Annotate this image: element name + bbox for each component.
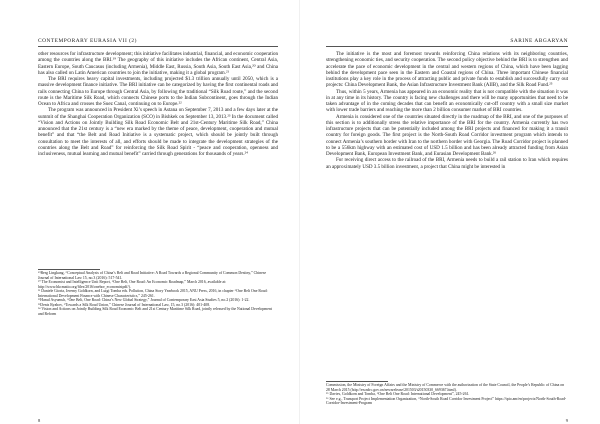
- footnote: ²³Denis Ryabov, “Towards a Silk Road Union,” Chinese Journal of International Law, 15, no.3 (2016): 401-408.: [38, 302, 211, 307]
- page-number: 8: [38, 418, 41, 423]
- footnote: ²¹ Daniele Gioria, Jeremy Goldkorn, and Luigi Tomba eds. Pollution, China Story Yearbook 2015, ANU Press, 2016, in chapter “One Belt One Road: International Development Finance with Chinese Characteristics,” 245-261.: [38, 289, 268, 298]
- running-head: SARINE ABGARYAN: [510, 38, 568, 44]
- body-text: [38, 51, 278, 157]
- paragraph: The program was announced in President Xi’s speech in Astana on September 7, 2013 and a few days later at the summit of the Shanghai Cooperation Organization (SCO) in Bishkek on September 13, 2013.²³ In the document called “Vision and Actions on Jointly Building Silk Road Economic Belt and 21st-Century Maritime Silk Road,” China announced that the 21st century is a “new era marked by the theme of peace, development, cooperation and mutual benefit” and that “the Belt and Road Initiative is a systematic project, which should be jointly built through consultation to meet the interests of all, and efforts should be made to integrate the development strategies of the countries along the Belt and Road” for reinforcing the Silk Road Spirit - “peace and cooperation, openness and inclusiveness, mutual learning and mutual benefit” carried through generations for thousands of years.²⁴: [38, 107, 278, 157]
- footnote-rule: [326, 381, 388, 382]
- footnote: ²⁵ Davies, Goldkorn and Tomba, “One Belt One Road: International Development”, 245-261.: [326, 392, 470, 397]
- footnotes: [38, 271, 278, 316]
- page-number: 9: [565, 418, 568, 423]
- footnote: ²⁴ Vision and Actions on Jointly Building Silk Road Economic Belt and 21st Century Maritime Silk Road, jointly released by the National Development and Reform: [38, 307, 272, 316]
- footnote-rule: [38, 269, 100, 270]
- paragraph: Thus, within 5 years, Armenia has appeared in an economic reality that is not compatible with the situation it was in at any time in its history. The country is facing new challenges and there will be many opportunities that need to be taken advantage of in the coming decades that can benefit an economically cut-off country with a small size market with lower trade barriers and reaching the more than 2 billion consumer market of BRI countries.: [326, 88, 568, 114]
- footnotes: [326, 383, 568, 406]
- header-rule: [38, 46, 278, 47]
- paragraph: For receiving direct access to the railroad of the BRI, Armenia needs to build a rail station to Iran which requires an approximately USD 3.5 billion investment, a project that China might be interested in: [326, 157, 568, 170]
- right-page: [300, 0, 600, 424]
- paragraph: The BRI requires heavy capital investments, including projected $1.3 trillion annually until 2050, which is a massive development finance initiative. The BRI initiative can be categorized by having the first continental roads and rails connecting China to Europe through Central Asia, by following the traditional “Silk Road route,” and the second route is the Maritime Silk Road, which connects Chinese ports to the Indian Subcontinent, goes through the Indian Ocean to Africa and crosses the Suez Canal, continuing on to Europe.²²: [38, 76, 278, 107]
- footnote: Commission, the Ministry of Foreign Affairs and the Ministry of Commerce with the authorization of the State Council, the People’s Republic of China on 28 March 2015 (http://en.ndrc.gov.cn/newsrelease/201503/t20150330_669367.html).: [326, 383, 565, 392]
- paragraph: other resources for infrastructure development; this initiative facilitates industrial, financial, and economic cooperation among the countries along the BRI.¹⁹ The geography of this initiative includes the African continent, Central Asia, Eastern Europe, South Caucasus (including Armenia), Middle East, Russia, South Asia, South East Asia,²⁰ and China has also called on Latin American countries to join the initiative, making it a global program.²¹: [38, 51, 278, 76]
- footnote: ¹⁹Berg Lingkang, “Conceptual Analysis of China’s Belt and Road Initiative: A Road Towards a Regional Community of Common Destiny,” Chinese Journal of International Law 15, no.3 (2016): 517-541.: [38, 271, 267, 280]
- footnote: ²⁶ See e.g., Transport Project Implementation Organization, “North-South Road Corridor Investment Project” https://tpio.am/en/projects/North-South-Road-Corridor-Investment-Program: [326, 396, 567, 406]
- header-rule: [326, 46, 568, 47]
- footnote: ²⁰ The Economist and Intelligence Unit Report, “One Belt, One Road: An Economic Roadmap,” March 2016, available at: http://www.hkcmatio.org/files/2016/onebor_economistpdf/).: [38, 280, 227, 289]
- running-head: CONTEMPORARY EURASIA VII (2): [38, 38, 137, 44]
- footnote: ²²Hanul Asyumsh, “One Belt, One Road: China’s New Global Strategy,” Journal of Contemporary East Asia Studies 5, no.2 (2016): 1-22.: [38, 298, 250, 303]
- paragraph: Armenia is considered one of the countries situated directly in the roadmap of the BRI, and one of the purposes of this section is to additionally stress the relative importance of the BRI for the country. Armenia currently has two infrastructure projects that can be potentially included among the BRI projects and financed for making it a transit country for foreign goods. The first project is the North-South Road Corridor investment program which intends to connect Armenia’s southern border with Iran to the northern border with Georgia. The Road Corridor project is planned to be a 556km highway with an estimated cost of USD 1.5 billion and has been already attracted funding from Asian Development Bank, European Investment Bank, and Eurasian Development Bank.²⁶: [326, 113, 568, 157]
- paragraph: The initiative is the most and foremost towards reinforcing China relations with its neighboring countries, strengthening economic ties, and security cooperation. The second policy objective behind the BRI is to strengthen and accelerate the pace of economic development in the central and western regions of China, which have been lagging behind the development pace seen in the Eastern and Coastal regions of China. Three important Chinese financial institutions play a key role in the process of attracting public and private funds to establish and successfully carry out projects: China Development Bank, the Asian Infrastructure Investment Bank (AIIB), and the Silk Road Fund.²⁵: [326, 51, 568, 89]
- body-text: [326, 51, 568, 170]
